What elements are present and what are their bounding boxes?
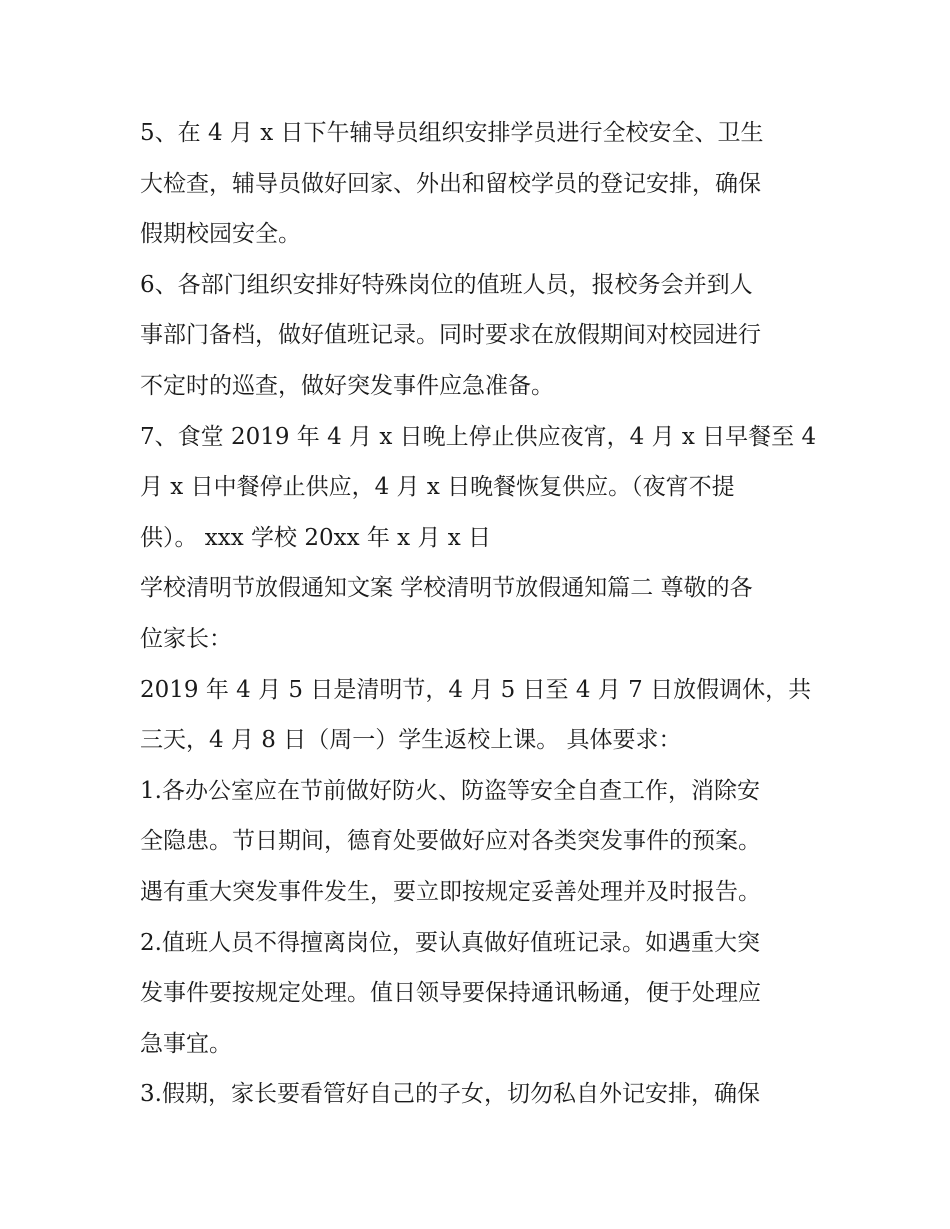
text-line: 急事宜。 [140, 1030, 232, 1057]
text-line: 学校清明节放假通知文案 学校清明节放假通知篇二 尊敬的各 [140, 575, 753, 602]
text-line: 事部门备档，做好值班记录。同时要求在放假期间对校园进行 [140, 322, 761, 349]
text-line: 2019 年 4 月 5 日是清明节，4 月 5 日至 4 月 7 日放假调休，共 [140, 676, 812, 703]
text-line: 大检查，辅导员做好回家、外出和留校学员的登记安排，确保 [140, 170, 761, 197]
text-line: 不定时的巡查，做好突发事件应急准备。 [140, 372, 554, 399]
text-line: 6、各部门组织安排好特殊岗位的值班人员，报校务会并到人 [140, 271, 753, 298]
text-line: 1.各办公室应在节前做好防火、防盗等安全自查工作，消除安 [140, 777, 760, 804]
text-line: 2.值班人员不得擅离岗位，要认真做好值班记录。如遇重大突 [140, 929, 760, 956]
document-body [140, 108, 820, 1120]
text-line: 位家长： [140, 625, 232, 652]
text-line: 遇有重大突发事件发生，要立即按规定妥善处理并及时报告。 [140, 878, 761, 905]
text-line: 月 x 日中餐停止供应，4 月 x 日晚餐恢复供应。（夜宵不提 [140, 474, 735, 501]
text-line: 三天，4 月 8 日（周一）学生返校上课。 具体要求： [140, 727, 682, 754]
text-line: 5、在 4 月 x 日下午辅导员组织安排学员进行全校安全、卫生 [140, 120, 764, 146]
text-line: 全隐患。节日期间，德育处要做好应对各类突发事件的预案。 [140, 828, 761, 855]
text-line: 7、食堂 2019 年 4 月 x 日晚上停止供应夜宵，4 月 x 日早餐至 4 [140, 423, 817, 450]
text-line: 发事件要按规定处理。值日领导要保持通讯畅通，便于处理应 [140, 980, 761, 1007]
text-line: 3.假期，家长要看管好自己的子女，切勿私自外记安排，确保 [140, 1081, 760, 1108]
text-line: 假期校园安全。 [140, 221, 301, 248]
text-line: 供）。 xxx 学校 20xx 年 x 月 x 日 [140, 524, 492, 551]
